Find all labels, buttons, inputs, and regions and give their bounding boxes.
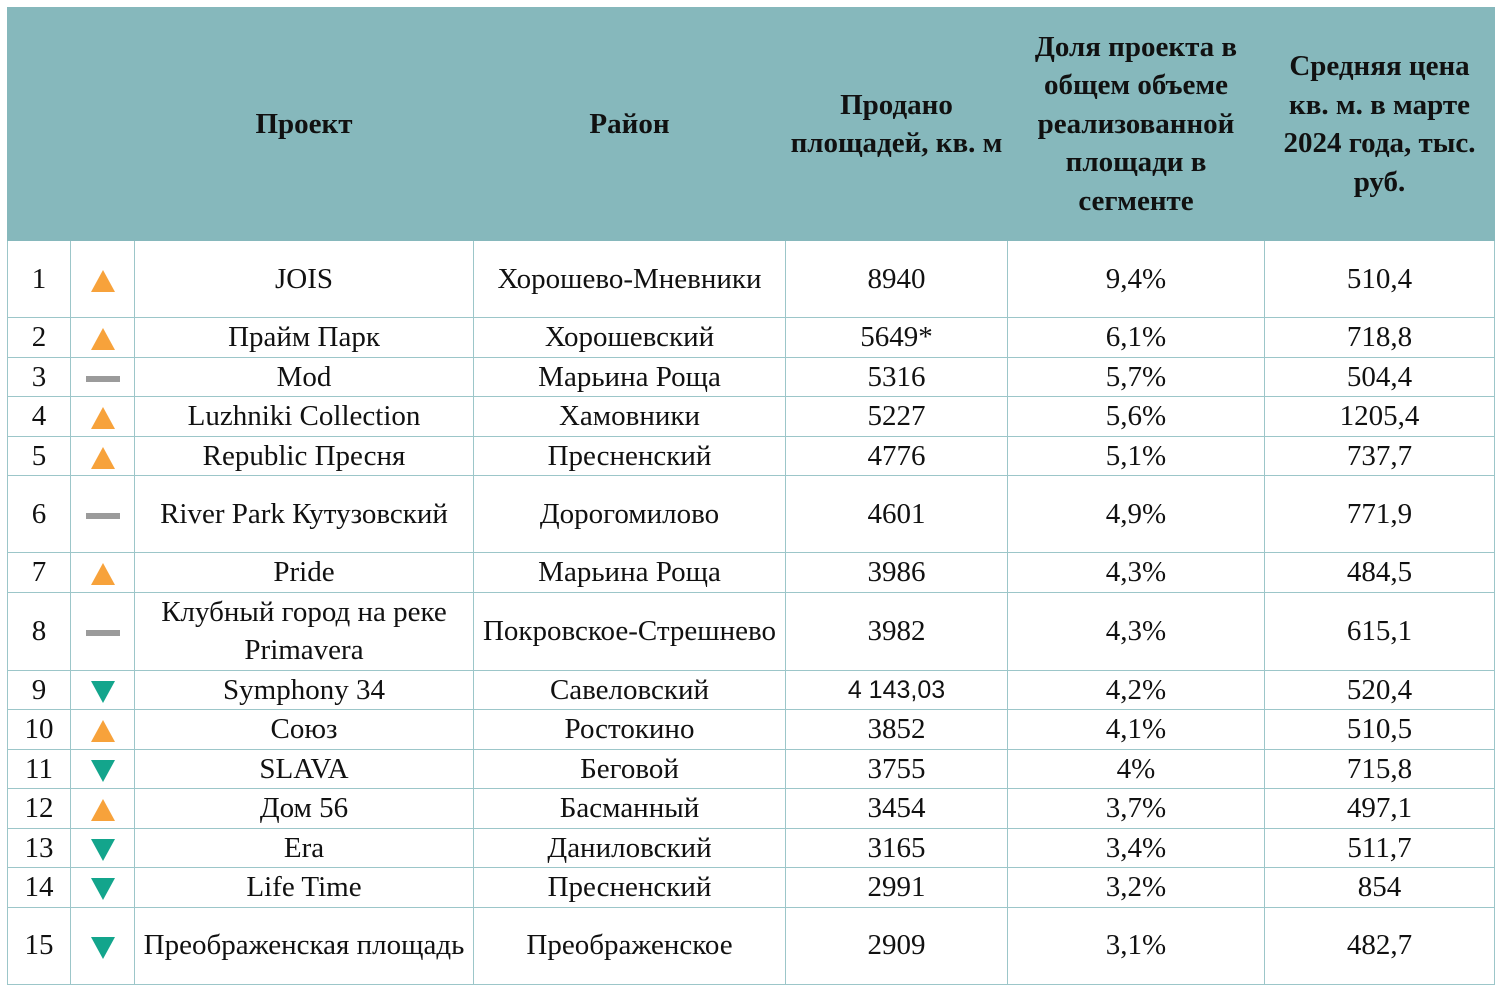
sold-cell: 4776 bbox=[786, 436, 1008, 476]
sold-cell: 5227 bbox=[786, 397, 1008, 437]
trend-cell bbox=[71, 241, 135, 318]
table-body bbox=[8, 241, 1495, 985]
sold-cell: 4 143,03 bbox=[786, 670, 1008, 710]
header-rank bbox=[8, 8, 71, 241]
share-cell: 9,4% bbox=[1008, 241, 1265, 318]
rank-cell: 14 bbox=[8, 868, 71, 908]
header-price: Средняя цена кв. м. в марте 2024 года, тыс. руб. bbox=[1265, 8, 1495, 241]
rank-cell: 2 bbox=[8, 318, 71, 358]
price-cell: 504,4 bbox=[1265, 357, 1495, 397]
triangle-up-icon bbox=[91, 563, 115, 585]
project-cell: Союз bbox=[135, 710, 474, 750]
project-cell: Luzhniki Collection bbox=[135, 397, 474, 437]
trend-cell bbox=[71, 357, 135, 397]
header-trend bbox=[71, 8, 135, 241]
sold-cell: 5649* bbox=[786, 318, 1008, 358]
price-cell: 615,1 bbox=[1265, 592, 1495, 670]
district-cell: Пресненский bbox=[474, 436, 786, 476]
price-cell: 771,9 bbox=[1265, 476, 1495, 553]
district-cell: Хамовники bbox=[474, 397, 786, 437]
district-cell: Преображенское bbox=[474, 907, 786, 984]
project-cell: Republic Пресня bbox=[135, 436, 474, 476]
project-cell: Life Time bbox=[135, 868, 474, 908]
rank-cell: 11 bbox=[8, 749, 71, 789]
share-cell: 3,4% bbox=[1008, 828, 1265, 868]
trend-cell bbox=[71, 670, 135, 710]
price-cell: 482,7 bbox=[1265, 907, 1495, 984]
triangle-down-icon bbox=[91, 839, 115, 861]
header-row bbox=[8, 8, 1495, 241]
ranking-table bbox=[7, 7, 1495, 985]
project-cell: Клубный город на реке Primavera bbox=[135, 592, 474, 670]
table-row bbox=[8, 592, 1495, 670]
share-cell: 4,3% bbox=[1008, 592, 1265, 670]
district-cell: Савеловский bbox=[474, 670, 786, 710]
table-row bbox=[8, 710, 1495, 750]
trend-cell bbox=[71, 592, 135, 670]
share-cell: 3,1% bbox=[1008, 907, 1265, 984]
table-row bbox=[8, 436, 1495, 476]
district-cell: Марьина Роща bbox=[474, 357, 786, 397]
trend-cell bbox=[71, 828, 135, 868]
table-row bbox=[8, 670, 1495, 710]
trend-cell bbox=[71, 553, 135, 593]
district-cell: Хорошево-Мневники bbox=[474, 241, 786, 318]
table-row bbox=[8, 318, 1495, 358]
price-cell: 715,8 bbox=[1265, 749, 1495, 789]
price-cell: 854 bbox=[1265, 868, 1495, 908]
table-row bbox=[8, 907, 1495, 984]
triangle-up-icon bbox=[91, 720, 115, 742]
share-cell: 3,7% bbox=[1008, 789, 1265, 829]
rank-cell: 3 bbox=[8, 357, 71, 397]
project-cell: Symphony 34 bbox=[135, 670, 474, 710]
header-share: Доля проекта в общем объеме реализованной площади в сегменте bbox=[1008, 8, 1265, 241]
rank-cell: 5 bbox=[8, 436, 71, 476]
district-cell: Даниловский bbox=[474, 828, 786, 868]
table-row bbox=[8, 553, 1495, 593]
price-cell: 1205,4 bbox=[1265, 397, 1495, 437]
share-cell: 5,7% bbox=[1008, 357, 1265, 397]
share-cell: 4,2% bbox=[1008, 670, 1265, 710]
price-cell: 520,4 bbox=[1265, 670, 1495, 710]
share-cell: 3,2% bbox=[1008, 868, 1265, 908]
share-cell: 4,9% bbox=[1008, 476, 1265, 553]
rank-cell: 6 bbox=[8, 476, 71, 553]
price-cell: 511,7 bbox=[1265, 828, 1495, 868]
project-cell: Pride bbox=[135, 553, 474, 593]
sold-cell: 3454 bbox=[786, 789, 1008, 829]
rank-cell: 7 bbox=[8, 553, 71, 593]
trend-cell bbox=[71, 710, 135, 750]
rank-cell: 1 bbox=[8, 241, 71, 318]
project-cell: Прайм Парк bbox=[135, 318, 474, 358]
triangle-up-icon bbox=[91, 407, 115, 429]
district-cell: Пресненский bbox=[474, 868, 786, 908]
dash-icon bbox=[86, 513, 120, 519]
sold-cell: 2909 bbox=[786, 907, 1008, 984]
sold-cell: 2991 bbox=[786, 868, 1008, 908]
triangle-up-icon bbox=[91, 270, 115, 292]
table-row bbox=[8, 397, 1495, 437]
project-cell: Era bbox=[135, 828, 474, 868]
project-cell: Преображенская площадь bbox=[135, 907, 474, 984]
sold-cell: 3165 bbox=[786, 828, 1008, 868]
rank-cell: 13 bbox=[8, 828, 71, 868]
table-row bbox=[8, 868, 1495, 908]
trend-cell bbox=[71, 749, 135, 789]
sold-cell: 3982 bbox=[786, 592, 1008, 670]
triangle-up-icon bbox=[91, 447, 115, 469]
share-cell: 6,1% bbox=[1008, 318, 1265, 358]
sold-cell: 4601 bbox=[786, 476, 1008, 553]
triangle-up-icon bbox=[91, 799, 115, 821]
dash-icon bbox=[86, 630, 120, 636]
table-row bbox=[8, 749, 1495, 789]
table-row bbox=[8, 828, 1495, 868]
share-cell: 4% bbox=[1008, 749, 1265, 789]
district-cell: Басманный bbox=[474, 789, 786, 829]
table-row bbox=[8, 357, 1495, 397]
share-cell: 5,1% bbox=[1008, 436, 1265, 476]
table-row bbox=[8, 476, 1495, 553]
district-cell: Хорошевский bbox=[474, 318, 786, 358]
triangle-down-icon bbox=[91, 878, 115, 900]
table-row bbox=[8, 241, 1495, 318]
trend-cell bbox=[71, 436, 135, 476]
rank-cell: 15 bbox=[8, 907, 71, 984]
district-cell: Беговой bbox=[474, 749, 786, 789]
trend-cell bbox=[71, 476, 135, 553]
header-project: Проект bbox=[135, 8, 474, 241]
district-cell: Ростокино bbox=[474, 710, 786, 750]
price-cell: 497,1 bbox=[1265, 789, 1495, 829]
project-cell: Дом 56 bbox=[135, 789, 474, 829]
rank-cell: 9 bbox=[8, 670, 71, 710]
triangle-up-icon bbox=[91, 328, 115, 350]
rank-cell: 4 bbox=[8, 397, 71, 437]
rank-cell: 12 bbox=[8, 789, 71, 829]
trend-cell bbox=[71, 397, 135, 437]
sold-cell: 3986 bbox=[786, 553, 1008, 593]
sold-cell: 8940 bbox=[786, 241, 1008, 318]
header-district: Район bbox=[474, 8, 786, 241]
share-cell: 4,1% bbox=[1008, 710, 1265, 750]
triangle-down-icon bbox=[91, 937, 115, 959]
price-cell: 510,5 bbox=[1265, 710, 1495, 750]
project-cell: JOIS bbox=[135, 241, 474, 318]
district-cell: Дорогомилово bbox=[474, 476, 786, 553]
price-cell: 510,4 bbox=[1265, 241, 1495, 318]
trend-cell bbox=[71, 868, 135, 908]
price-cell: 737,7 bbox=[1265, 436, 1495, 476]
project-cell: Mod bbox=[135, 357, 474, 397]
rank-cell: 8 bbox=[8, 592, 71, 670]
table-row bbox=[8, 789, 1495, 829]
sold-cell: 5316 bbox=[786, 357, 1008, 397]
header-sold: Продано площадей, кв. м bbox=[786, 8, 1008, 241]
trend-cell bbox=[71, 318, 135, 358]
sold-cell: 3852 bbox=[786, 710, 1008, 750]
table-header bbox=[8, 8, 1495, 241]
price-cell: 484,5 bbox=[1265, 553, 1495, 593]
district-cell: Покровское-Стрешнево bbox=[474, 592, 786, 670]
trend-cell bbox=[71, 907, 135, 984]
trend-cell bbox=[71, 789, 135, 829]
triangle-down-icon bbox=[91, 681, 115, 703]
share-cell: 4,3% bbox=[1008, 553, 1265, 593]
district-cell: Марьина Роща bbox=[474, 553, 786, 593]
price-cell: 718,8 bbox=[1265, 318, 1495, 358]
sold-cell: 3755 bbox=[786, 749, 1008, 789]
project-cell: SLAVA bbox=[135, 749, 474, 789]
triangle-down-icon bbox=[91, 760, 115, 782]
dash-icon bbox=[86, 376, 120, 382]
project-cell: River Park Кутузовский bbox=[135, 476, 474, 553]
rank-cell: 10 bbox=[8, 710, 71, 750]
share-cell: 5,6% bbox=[1008, 397, 1265, 437]
